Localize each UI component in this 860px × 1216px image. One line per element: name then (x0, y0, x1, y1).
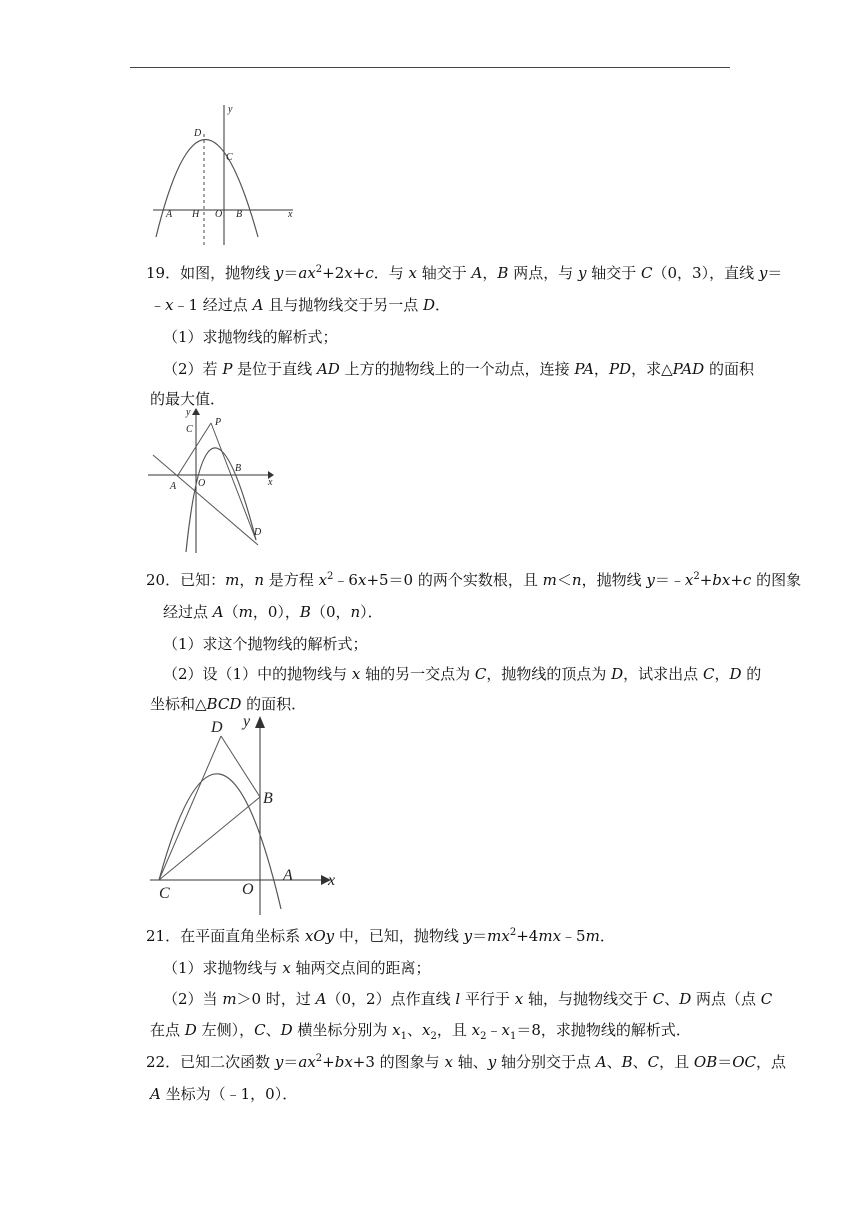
fig20-label-b: B (263, 790, 273, 807)
fig19-label-a: A (170, 481, 177, 492)
q21-part-1: （1）求抛物线与 x 轴两交点间的距离； (163, 959, 431, 977)
figure-q18-parabola (148, 100, 318, 250)
fig20-label-x: x (328, 872, 336, 889)
fig18-label-c: C (226, 152, 233, 163)
fig19-label-d: D (254, 527, 262, 538)
figure-q20-parabola (145, 712, 345, 917)
q21-part-2: （2）当 m＞0 时，过 A（0，2）点作直线 l 平行于 x 轴，与抛物线交于 C、D 两点（点 C (163, 990, 773, 1008)
q21-part-2-cont: 在点 D 左侧），C、D 横坐标分别为 $x_1$、$x_2$，且 $x_2﹣x_1=8$，求抛物线的解析式． (150, 1021, 691, 1042)
q22-line-2: A 坐标为（﹣1，0）． (150, 1085, 298, 1103)
fig19-label-y: y (186, 407, 191, 418)
fig19-label-b: B (235, 463, 242, 474)
fig20-label-d: D (211, 719, 223, 736)
q19-part-2-cont: 的最大值． (150, 390, 226, 408)
q20-line-1: 20．已知：m，n 是方程 $x^2﹣6x+5=0$ 的两个实数根，且 m＜n，抛物线 $y=﹣x^2+bx+c$ 的图象 (146, 571, 802, 589)
fig19-label-o: O (198, 478, 206, 489)
fig19-label-x: x (268, 477, 273, 488)
q19-line-2: ﹣x﹣1 经过点 A 且与抛物线交于另一点 D． (150, 296, 451, 314)
q22-line-1: 22．已知二次函数 $y=ax^2+bx+3$ 的图象与 x 轴、y 轴分别交于点 A、B、C，且 OB＝OC，点 (146, 1053, 787, 1071)
q20-line-2: 经过点 A（m，0），B（0，n）． (163, 603, 383, 621)
q20-part-2: （2）设（1）中的抛物线与 x 轴的另一交点为 C，抛物线的顶点为 D，试求出点 C，D 的 (163, 665, 762, 683)
fig18-label-y: y (228, 104, 233, 115)
fig18-label-o: O (215, 209, 223, 220)
fig18-label-h: H (192, 209, 200, 220)
header-rule (130, 67, 730, 68)
q19-line-1: 19．如图，抛物线 $y=ax^2+2x+c$．与 x 轴交于 A，B 两点，与 y 轴交于 C（0，3），直线 y＝ (146, 264, 783, 282)
q20-part-2-cont: 坐标和△BCD 的面积． (150, 695, 307, 713)
q19-part-1: （1）求抛物线的解析式； (163, 328, 338, 346)
fig20-label-c: C (159, 885, 170, 902)
q20-part-1: （1）求这个抛物线的解析式； (163, 635, 368, 653)
fig20-label-o: O (242, 881, 254, 898)
fig18-label-d: D (194, 128, 202, 139)
fig19-label-c: C (186, 424, 193, 435)
fig20-label-a: A (283, 867, 293, 884)
fig18-label-a: A (166, 209, 173, 220)
fig19-label-p: P (215, 417, 222, 428)
q21-line-1: 21．在平面直角坐标系 xOy 中，已知，抛物线 $y=mx^2+4mx﹣5m$． (146, 927, 615, 945)
fig18-label-x: x (288, 209, 293, 220)
figure-q19-parabola (148, 405, 278, 555)
fig20-label-y: y (243, 713, 251, 730)
fig18-label-b: B (236, 209, 243, 220)
q19-part-2: （2）若 P 是位于直线 AD 上方的抛物线上的一个动点，连接 PA，PD，求△PAD 的面积 (163, 360, 754, 378)
